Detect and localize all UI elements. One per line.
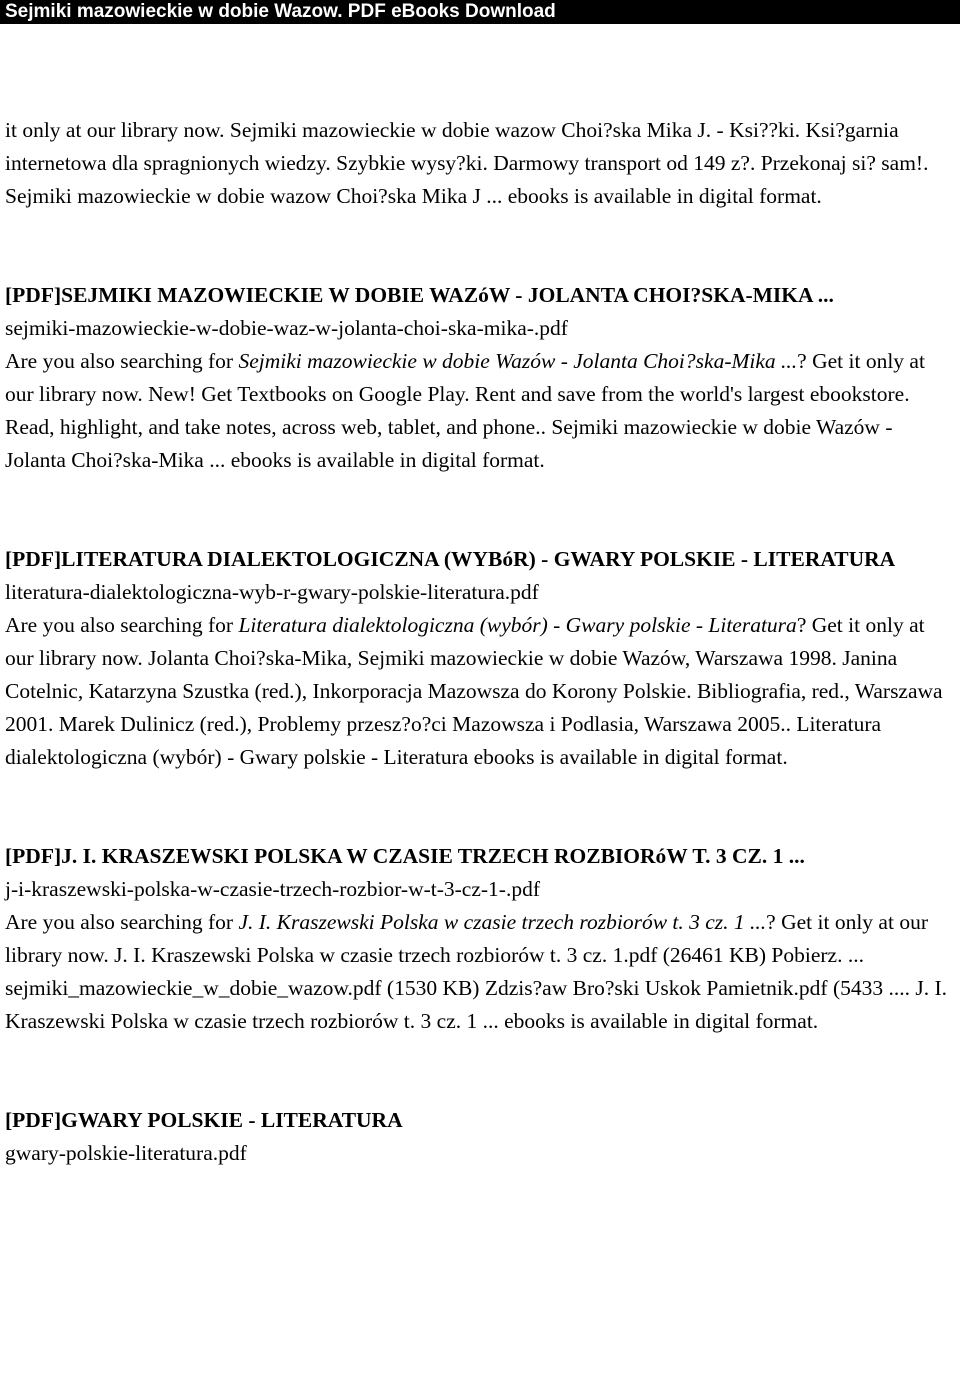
result-filename: literatura-dialektologiczna-wyb-r-gwary-polskie-literatura.pdf bbox=[5, 580, 539, 604]
document-body bbox=[5, 114, 955, 1170]
result-book-title: Literatura dialektologiczna (wybór) - Gwary polskie - Literatura bbox=[238, 613, 797, 637]
result-rest-text: ? Get it only at our library now. Jolanta Choi?ska-Mika, Sejmiki mazowieckie w dobie Wazów, Warszawa 1998. Janina Cotelnic, Katarzyna Szustka (red.), Inkorporacja Mazowsza do Korony Polskie. Bibliografia, red., Warszawa 2001. Marek Dulinicz (red.), Problemy przesz?o?ci Mazowsza i Podlasia, Warszawa 2005.. Literatura dialektologiczna (wybór) - Gwary polskie - Literatura ebooks is available in digital format. bbox=[5, 613, 943, 769]
result-filename: gwary-polskie-literatura.pdf bbox=[5, 1141, 247, 1165]
header-bar bbox=[0, 0, 960, 24]
result-rest-text: ? Get it only at our library now. New! Get Textbooks on Google Play. Rent and save from the world's largest ebookstore. Read, highlight, and take notes, across web, tablet, and phone.. Sejmiki mazowieckie w dobie Wazów - Jolanta Choi?ska-Mika ... ebooks is available in digital format. bbox=[5, 349, 925, 472]
result-lead-text: Are you also searching for bbox=[5, 910, 239, 934]
search-result bbox=[5, 840, 955, 1038]
page-title: Sejmiki mazowieckie w dobie Wazow. PDF eBooks Download bbox=[5, 1, 556, 22]
result-title-link[interactable]: [PDF]LITERATURA DIALEKTOLOGICZNA (WYBóR) - GWARY POLSKIE - LITERATURA bbox=[5, 547, 896, 571]
search-result bbox=[5, 543, 955, 774]
result-book-title: J. I. Kraszewski Polska w czasie trzech rozbiorów t. 3 cz. 1 ... bbox=[238, 910, 767, 934]
result-description bbox=[5, 906, 955, 1038]
search-result bbox=[5, 279, 955, 477]
result-book-title: Sejmiki mazowieckie w dobie Wazów - Jolanta Choi?ska-Mika ... bbox=[238, 349, 798, 373]
result-filename: sejmiki-mazowieckie-w-dobie-waz-w-jolanta-choi-ska-mika-.pdf bbox=[5, 316, 568, 340]
result-lead-text: Are you also searching for bbox=[5, 349, 239, 373]
result-title-link[interactable]: [PDF]GWARY POLSKIE - LITERATURA bbox=[5, 1108, 403, 1132]
result-description bbox=[5, 345, 955, 477]
result-lead-text: Are you also searching for bbox=[5, 613, 239, 637]
result-title-link[interactable]: [PDF]SEJMIKI MAZOWIECKIE W DOBIE WAZóW - JOLANTA CHOI?SKA-MIKA ... bbox=[5, 283, 834, 307]
result-rest-text: ? Get it only at our library now. J. I. Kraszewski Polska w czasie trzech rozbiorów t. 3 cz. 1.pdf (26461 KB) Pobierz. ... sejmiki_mazowieckie_w_dobie_wazow.pdf (1530 KB) Zdzis?aw Bro?ski Uskok Pamietnik.pdf (5433 .... J. I. Kraszewski Polska w czasie trzech rozbiorów t. 3 cz. 1 ... ebooks is available in digital format. bbox=[5, 910, 948, 1033]
search-result bbox=[5, 1104, 955, 1170]
intro-paragraph: it only at our library now. Sejmiki mazowieckie w dobie wazow Choi?ska Mika J. - Ksi??ki. Ksi?garnia internetowa dla spragnionych wiedzy. Szybkie wysy?ki. Darmowy transport od 149 z?. Przekonaj si? sam!. Sejmiki mazowieckie w dobie wazow Choi?ska Mika J ... ebooks is available in digital format. bbox=[5, 118, 929, 208]
result-filename: j-i-kraszewski-polska-w-czasie-trzech-rozbior-w-t-3-cz-1-.pdf bbox=[5, 877, 541, 901]
result-description bbox=[5, 609, 955, 774]
result-title-link[interactable]: [PDF]J. I. KRASZEWSKI POLSKA W CZASIE TRZECH ROZBIORóW T. 3 CZ. 1 ... bbox=[5, 844, 805, 868]
